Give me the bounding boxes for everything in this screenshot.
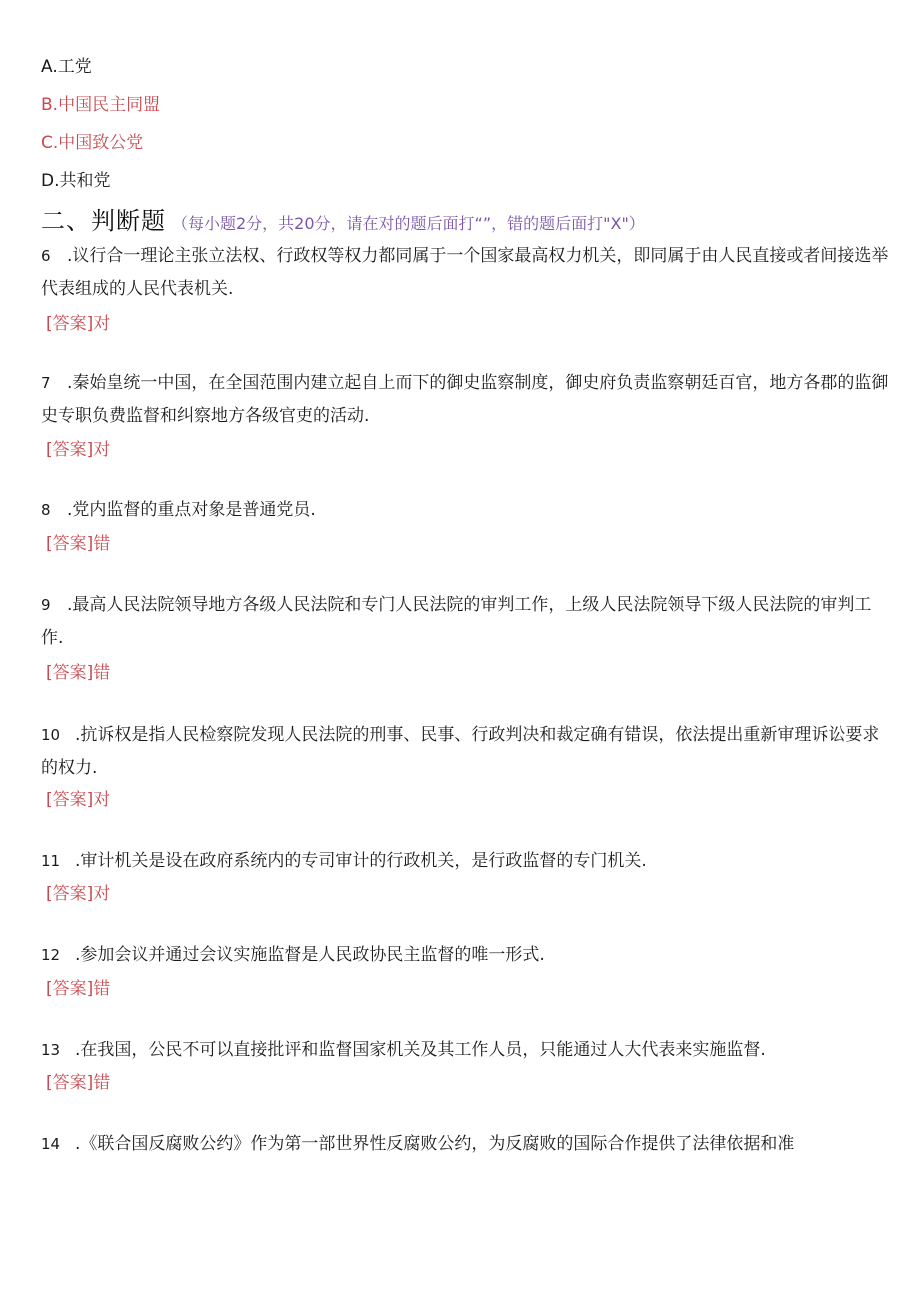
question-text: .参加会议并通过会议实施监督是人民政协民主监督的唯一形式. (75, 945, 545, 965)
question-text: .审计机关是设在政府系统内的专司审计的行政机关，是行政监督的专门机关. (75, 851, 647, 871)
question-number: 13 (41, 1041, 61, 1059)
question-number: 12 (41, 946, 61, 964)
question-text: .最高人民法院领导地方各级人民法院和专门人民法院的审判工作，上级人民法院领导下级人民法院的审判工作. (41, 595, 872, 648)
answer-12: [答案]错 (46, 979, 111, 999)
answer-11: [答案]对 (46, 884, 111, 904)
question-9 (41, 589, 891, 655)
question-11 (41, 845, 891, 878)
question-number: 9 (41, 596, 51, 614)
question-number: 6 (41, 247, 51, 265)
question-text: .党内监督的重点对象是普通党员. (67, 500, 316, 520)
option-b: B.中国民主同盟 (41, 95, 161, 115)
answer-6: [答案]对 (46, 314, 111, 334)
answer-9: [答案]错 (46, 663, 111, 683)
section-note: （每小题2分，共20分，请在对的题后面打“”，错的题后面打"X"） (172, 214, 645, 233)
answer-7: [答案]对 (46, 440, 111, 460)
question-text: .议行合一理论主张立法权、行政权等权力都同属于一个国家最高权力机关，即同属于由人民直接或者间接选举代表组成的人民代表机关. (41, 246, 889, 299)
question-8 (41, 494, 891, 527)
option-a: A.工党 (41, 57, 92, 77)
option-d: D.共和党 (41, 171, 111, 191)
question-10 (41, 719, 891, 785)
question-6 (41, 240, 891, 306)
question-13 (41, 1034, 891, 1067)
question-12 (41, 939, 891, 972)
answer-10: [答案]对 (46, 790, 111, 810)
question-14 (41, 1128, 891, 1161)
section-title: 二、判断题 (41, 207, 166, 235)
question-number: 14 (41, 1135, 61, 1153)
question-number: 8 (41, 501, 51, 519)
question-text: .秦始皇统一中国，在全国范围内建立起自上而下的御史监察制度，御史府负责监察朝廷百官，地方各郡的监御史专职负费监督和纠察地方各级官吏的活动. (41, 373, 889, 426)
question-text: .抗诉权是指人民检察院发现人民法院的刑事、民事、行政判决和裁定确有错误，依法提出重新审理诉讼要求的权力. (41, 725, 880, 778)
question-text: .《联合国反腐败公约》作为第一部世界性反腐败公约，为反腐败的国际合作提供了法律依据和准 (75, 1134, 795, 1154)
question-number: 10 (41, 726, 61, 744)
option-c: C.中国致公党 (41, 133, 144, 153)
question-number: 11 (41, 852, 61, 870)
question-number: 7 (41, 374, 51, 392)
answer-13: [答案]错 (46, 1073, 111, 1093)
answer-8: [答案]错 (46, 534, 111, 554)
question-text: .在我国，公民不可以直接批评和监督国家机关及其工作人员，只能通过人大代表来实施监督. (75, 1040, 766, 1060)
question-7 (41, 367, 891, 433)
section-heading (41, 205, 645, 240)
